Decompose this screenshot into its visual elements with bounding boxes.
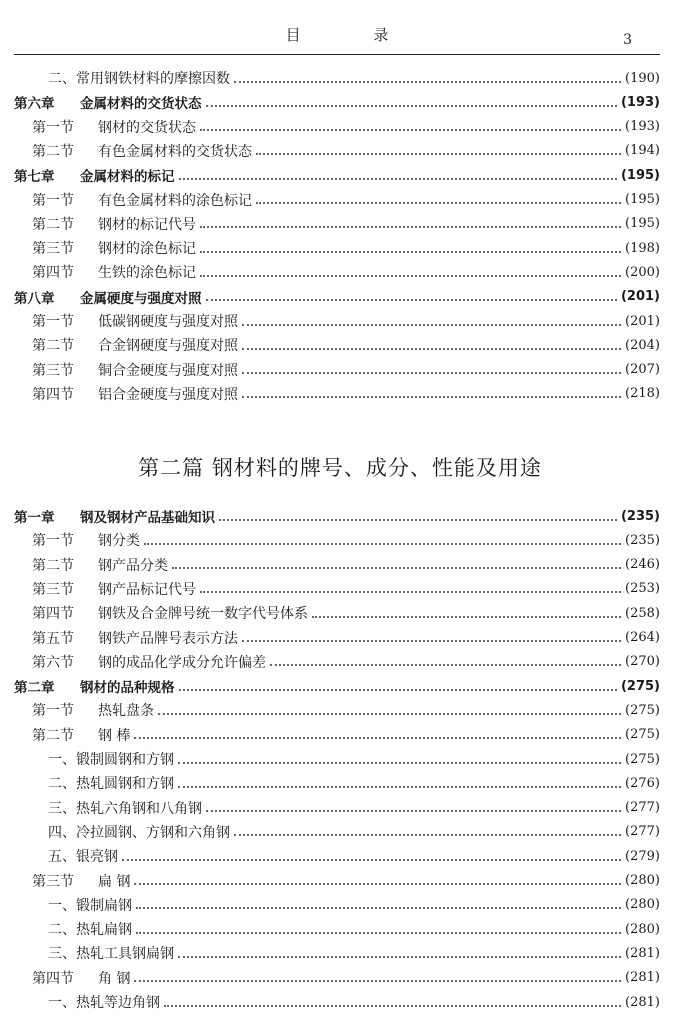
toc-entry-page: (279) (625, 848, 660, 864)
toc-entry-number: 第三节 (32, 362, 74, 379)
dot-leader (242, 639, 621, 642)
toc-entry-title: 钢产品标记代号 (98, 581, 196, 598)
dot-leader (136, 906, 621, 909)
dot-leader (134, 979, 621, 982)
toc-entry-label (32, 871, 130, 891)
toc-entry-title: 三、热轧六角钢和八角钢 (48, 800, 202, 817)
toc-section-entry[interactable] (14, 139, 660, 163)
toc-entry-page: (235) (625, 532, 660, 548)
toc-entry-number: 第三节 (32, 241, 74, 258)
dot-leader (270, 663, 621, 666)
dot-leader (172, 566, 621, 569)
toc-section-entry[interactable] (14, 382, 660, 406)
toc-item-entry[interactable] (14, 820, 660, 844)
toc-entry-title: 一、热轧等边角钢 (48, 995, 160, 1011)
toc-entry-title: 四、冷拉圆钢、方钢和六角钢 (48, 824, 230, 841)
toc-entry-title: 热轧盘条 (98, 703, 154, 720)
toc-entry-label (14, 287, 202, 307)
toc-chapter-entry[interactable] (14, 674, 660, 698)
toc-entry-page: (195) (625, 216, 660, 232)
dot-leader (179, 688, 617, 691)
toc-entry-number: 第三节 (32, 873, 74, 890)
toc-item-entry[interactable] (14, 796, 660, 820)
toc-entry-label (48, 992, 160, 1012)
toc-entry-title: 铜合金硬度与强度对照 (98, 362, 238, 379)
toc-entry-page: (275) (620, 678, 660, 694)
toc-entry-title: 金属硬度与强度对照 (80, 290, 202, 307)
toc-section-entry[interactable] (14, 553, 660, 577)
toc-entry-page: (200) (625, 264, 660, 280)
dot-leader (206, 298, 617, 301)
toc-entry-label (14, 506, 215, 526)
dot-leader (164, 1004, 621, 1007)
toc-entry-page: (201) (625, 313, 660, 329)
toc-item-entry[interactable] (14, 990, 660, 1014)
toc-entry-label (32, 628, 238, 648)
toc-entry-title: 角 钢 (98, 970, 131, 987)
toc-section-entry[interactable] (14, 358, 660, 382)
toc-section-entry[interactable] (14, 212, 660, 236)
toc-entry-label (32, 555, 168, 575)
toc-entry-title: 生铁的涂色标记 (98, 265, 196, 282)
toc-chapter-entry[interactable] (14, 163, 660, 187)
toc-entry-number: 第五节 (32, 630, 74, 647)
toc-entry-label (32, 311, 238, 331)
toc-section-entry[interactable] (14, 236, 660, 260)
toc-entry-page: (277) (625, 800, 660, 816)
toc-entry-page: (276) (625, 775, 660, 791)
toc-entry-title: 一、锻制扁钢 (48, 897, 132, 914)
toc-entry-title: 金属材料的标记 (80, 169, 175, 186)
toc-entry-page: (275) (625, 702, 660, 718)
toc-section-entry[interactable] (14, 309, 660, 333)
toc-entry-page: (275) (625, 751, 660, 767)
header-title: 目 录 (285, 26, 423, 44)
toc-entry-page: (204) (625, 337, 660, 353)
dot-leader (134, 882, 621, 885)
page-number: 3 (623, 32, 632, 48)
toc-entry-title: 钢材的涂色标记 (98, 241, 196, 258)
toc-item-entry[interactable] (14, 66, 660, 90)
toc-entry-label (48, 895, 132, 915)
dot-leader (312, 615, 621, 618)
toc-entry-label (48, 822, 230, 842)
toc-entry-number: 第六章 (14, 96, 55, 113)
toc-entry-title: 低碳钢硬度与强度对照 (98, 314, 238, 330)
toc-entry-page: (195) (620, 167, 660, 183)
toc-entry-page: (194) (625, 143, 660, 159)
toc-section-entry[interactable] (14, 966, 660, 990)
toc-entry-title: 二、热轧扁钢 (48, 922, 132, 939)
toc-entry-page: (258) (625, 605, 660, 621)
part-title: 第二篇 钢材料的牌号、成分、性能及用途 (138, 456, 542, 480)
dot-leader (158, 712, 621, 715)
toc-entry-title: 有色金属材料的涂色标记 (98, 192, 252, 209)
toc-entry-label (48, 749, 174, 769)
toc-section-entry[interactable] (14, 869, 660, 893)
toc-entry-page: (246) (625, 557, 660, 573)
dot-leader (242, 347, 621, 350)
toc-entry-title: 钢材的品种规格 (80, 680, 175, 697)
toc-item-entry[interactable] (14, 844, 660, 868)
toc-entry-label (32, 214, 196, 234)
toc-chapter-entry[interactable] (14, 504, 660, 528)
toc-entry-label (32, 335, 238, 355)
toc-entry-number: 第一章 (14, 510, 55, 526)
dot-leader (179, 177, 617, 180)
toc-item-entry[interactable] (14, 771, 660, 795)
toc-entry-label (48, 773, 174, 793)
toc-section-entry[interactable] (14, 577, 660, 601)
dot-leader (178, 955, 621, 958)
toc-entry-label (14, 165, 175, 185)
toc-entry-page: (264) (625, 630, 660, 645)
toc-section-entry[interactable] (14, 333, 660, 357)
toc-entry-number: 第三节 (32, 581, 74, 598)
toc-entry-label (32, 262, 196, 282)
toc-entry-title: 二、热轧圆钢和方钢 (48, 776, 174, 793)
toc-item-entry[interactable] (14, 941, 660, 965)
toc-entry-label (32, 725, 130, 745)
toc-entry-number: 第二节 (32, 338, 74, 355)
toc-entry-title: 钢材的交货状态 (98, 119, 196, 136)
toc-entry-label (32, 700, 154, 720)
toc-entry-label (32, 238, 196, 258)
toc-entry-number: 第七章 (14, 169, 55, 186)
toc-item-entry[interactable] (14, 747, 660, 771)
toc-entry-title: 钢及钢材产品基础知识 (80, 510, 215, 526)
dot-leader (178, 785, 621, 788)
toc-entry-page: (270) (625, 654, 660, 670)
toc-entry-number: 第二章 (14, 680, 55, 697)
toc-entry-label (32, 579, 196, 599)
toc-entry-label (32, 652, 266, 672)
toc-entry-number: 第一节 (32, 533, 74, 550)
toc-item-entry[interactable] (14, 917, 660, 941)
toc-section-entry[interactable] (14, 528, 660, 552)
toc-entry-title: 合金钢硬度与强度对照 (98, 338, 238, 355)
toc-entry-label (32, 141, 252, 161)
dot-leader (200, 225, 621, 228)
dot-leader (136, 931, 621, 934)
toc-entry-number: 第二节 (32, 557, 74, 574)
toc-section-entry[interactable] (14, 115, 660, 139)
toc-entry-label (32, 360, 238, 380)
toc-entry-label (48, 846, 118, 866)
page-header (14, 18, 660, 55)
toc-entry-number: 第二节 (32, 143, 74, 160)
toc-entry-page: (277) (625, 824, 660, 840)
toc-entry-page: (275) (625, 727, 660, 743)
toc-entry-title: 扁 钢 (98, 873, 131, 890)
toc-item-entry[interactable] (14, 893, 660, 917)
toc-entry-label (48, 919, 132, 939)
toc-entry-page: (201) (620, 289, 660, 305)
toc-entry-label (48, 68, 230, 88)
toc-entry-title: 钢产品分类 (98, 557, 168, 574)
toc-entry-title: 钢的成品化学成分允许偏差 (98, 654, 266, 671)
toc-entry-number: 第四节 (32, 265, 74, 282)
toc-entry-page: (207) (625, 362, 660, 378)
toc-entry-page: (281) (625, 970, 660, 986)
toc-entry-page: (281) (625, 994, 660, 1010)
toc-entry-label (32, 968, 130, 988)
dot-leader (200, 590, 621, 593)
toc-section-entry[interactable] (14, 601, 660, 625)
toc-entry-title: 钢 棒 (98, 727, 131, 744)
dot-leader (178, 761, 621, 764)
toc-entry-page: (193) (620, 94, 660, 110)
dot-leader (234, 833, 621, 836)
toc-section-entry[interactable] (14, 260, 660, 284)
toc-entry-page: (235) (620, 508, 660, 524)
toc-chapter-entry[interactable] (14, 90, 660, 114)
toc-entry-number: 第一节 (32, 192, 74, 209)
toc-entry-number: 第二节 (32, 727, 74, 744)
toc-entry-page: (280) (625, 921, 660, 937)
toc-section-entry[interactable] (14, 650, 660, 674)
toc-entry-title: 钢材的标记代号 (98, 216, 196, 233)
toc-entry-label (32, 530, 140, 550)
toc-entry-label (48, 943, 174, 963)
toc-section-entry[interactable] (14, 723, 660, 747)
toc-entry-page: (195) (625, 192, 660, 207)
toc-entry-number: 第一节 (32, 314, 74, 330)
dot-leader (200, 274, 621, 277)
toc-entry-page: (190) (625, 70, 660, 86)
toc-entry-number: 第四节 (32, 606, 74, 623)
toc-entry-label (32, 117, 196, 137)
toc-entry-number: 第六节 (32, 654, 74, 671)
dot-leader (234, 80, 621, 83)
toc-entry-number: 第四节 (32, 970, 74, 987)
toc-entry-title: 铝合金硬度与强度对照 (98, 386, 238, 403)
toc-entry-title: 钢分类 (98, 533, 140, 550)
toc-entry-title: 金属材料的交货状态 (80, 96, 202, 113)
toc-chapter-entry[interactable] (14, 285, 660, 309)
toc-entry-label (48, 798, 202, 818)
dot-leader (144, 542, 621, 545)
toc-entry-page: (281) (625, 945, 660, 961)
toc-entry-number: 第一节 (32, 119, 74, 136)
dot-leader (242, 395, 621, 398)
toc-entry-number: 第八章 (14, 290, 55, 307)
toc-entry-label (32, 384, 238, 404)
toc-entry-page: (198) (625, 240, 660, 256)
dot-leader (206, 104, 617, 107)
toc-entry-page: (280) (625, 873, 660, 888)
dot-leader (242, 371, 621, 374)
toc-section-entry[interactable] (14, 626, 660, 650)
dot-leader (200, 250, 621, 253)
dot-leader (219, 518, 617, 521)
toc-entry-title: 五、银亮钢 (48, 849, 118, 866)
toc-entry-title: 二、常用钢铁材料的摩擦因数 (48, 71, 230, 87)
dot-leader (206, 809, 621, 812)
toc-entry-page: (253) (625, 581, 660, 597)
toc-entry-title: 三、热轧工具钢扁钢 (48, 946, 174, 963)
toc-entry-page: (193) (625, 119, 660, 135)
dot-leader (256, 201, 621, 204)
dot-leader (200, 128, 621, 131)
toc-entry-page: (280) (625, 897, 660, 913)
toc-entry-label (14, 676, 175, 696)
toc-entry-title: 一、锻制圆钢和方钢 (48, 752, 174, 768)
toc-entry-label (14, 92, 202, 112)
toc-entry-number: 第四节 (32, 386, 74, 403)
toc-entry-page: (218) (625, 386, 660, 402)
dot-leader (122, 858, 621, 861)
dot-leader (242, 323, 621, 326)
dot-leader (256, 152, 621, 155)
toc-section-entry[interactable] (14, 698, 660, 722)
toc-entry-label (32, 603, 308, 623)
dot-leader (134, 736, 621, 739)
toc-entry-title: 钢铁产品牌号表示方法 (98, 630, 238, 647)
toc-entry-title: 有色金属材料的交货状态 (98, 143, 252, 160)
toc-entry-title: 钢铁及合金牌号统一数字代号体系 (98, 606, 308, 623)
toc-entry-number: 第一节 (32, 703, 74, 720)
toc-entry-label (32, 190, 252, 210)
toc-section-entry[interactable] (14, 188, 660, 212)
toc-entry-number: 第二节 (32, 216, 74, 233)
